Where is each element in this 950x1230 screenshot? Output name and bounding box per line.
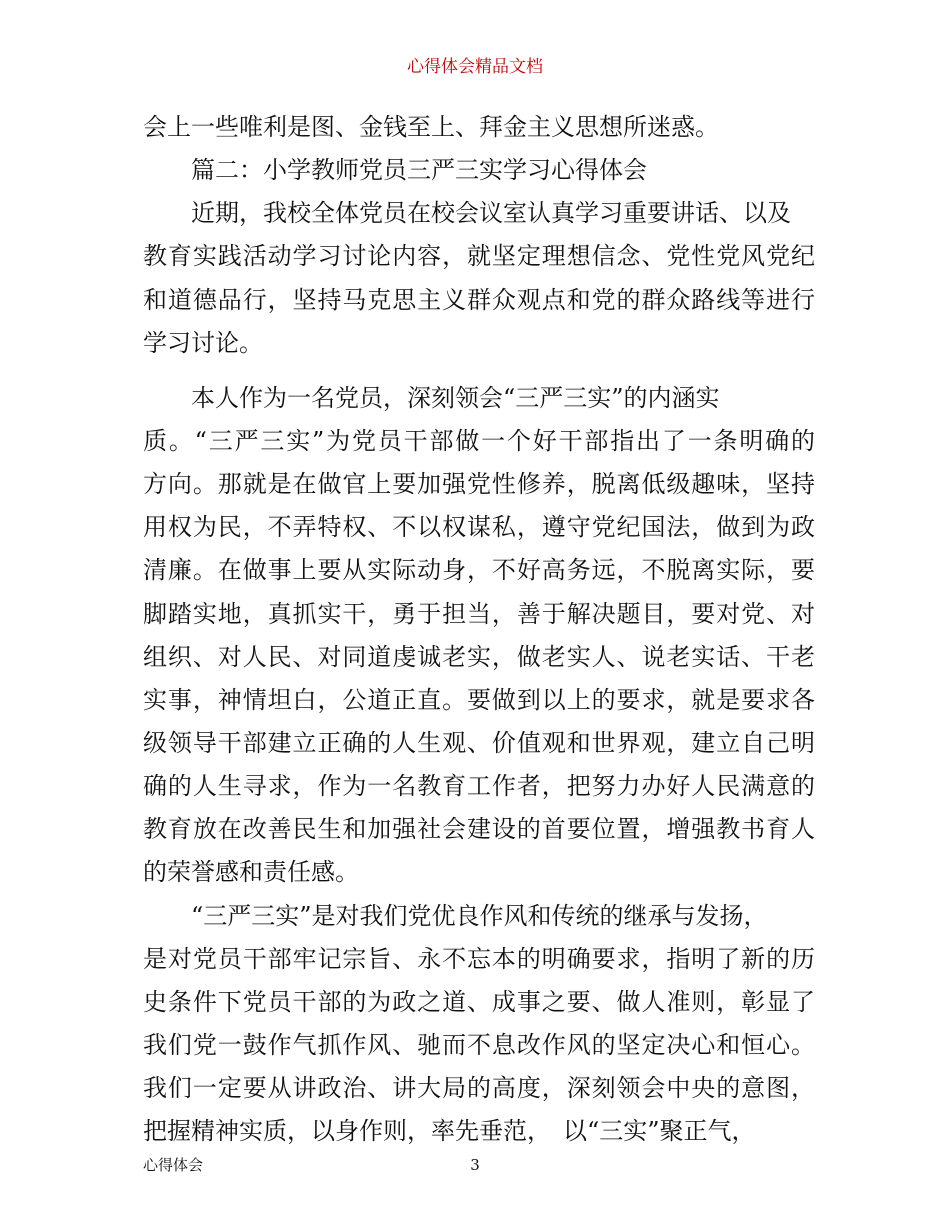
page-header-title: 心得体会精品文档	[407, 57, 543, 77]
text-line: 质。“三严三实”为党员干部做一个好干部指出了一条明确的	[143, 426, 815, 455]
text-line: 用权为民，不弄特权、不以权谋私，遵守党纪国法，做到为政	[143, 513, 815, 542]
text-line: 教育实践活动学习讨论内容，就坚定理想信念、党性党风党纪	[143, 242, 815, 271]
section-heading: 篇二：小学教师党员三严三实学习心得体会	[191, 156, 647, 185]
footer-label: 心得体会	[143, 1156, 204, 1174]
text-line: 级领导干部建立正确的人生观、价值观和世界观，建立自己明	[143, 728, 815, 757]
text-line: 实事，神情坦白，公道正直。要做到以上的要求，就是要求各	[143, 685, 815, 714]
paragraph-gap	[143, 365, 815, 377]
text-line: 会上一些唯利是图、金钱至上、拜金主义思想所迷惑。	[143, 113, 719, 141]
text-line: 和道德品行，坚持马克思主义群众观点和党的群众路线等进行	[143, 285, 815, 314]
text-line: 的荣誉感和责任感。	[143, 858, 359, 887]
text-line: 方向。那就是在做官上要加强党性修养，脱离低级趣味，坚持	[143, 470, 815, 499]
text-line: 组织、对人民、对同道虔诚老实，做老实人、说老实话、干老	[143, 642, 815, 671]
text-line: 近期，我校全体党员在校会议室认真学习重要讲话、以及	[191, 199, 791, 228]
text-line: 我们一定要从讲政治、讲大局的高度，深刻领会中央的意图，	[143, 1074, 815, 1103]
text-line: 教育放在改善民生和加强社会建设的首要位置，增强教书育人	[143, 815, 815, 844]
page-number: 3	[470, 1156, 480, 1174]
text-line: 是对党员干部牢记宗旨、永不忘本的明确要求，指明了新的历	[143, 944, 815, 973]
document-body	[143, 106, 815, 1153]
text-line: 本人作为一名党员，深刻领会“三严三实”的内涵实	[191, 383, 720, 412]
text-line: 史条件下党员干部的为政之道、成事之要、做人准则，彰显了	[143, 987, 815, 1016]
text-line: 我们党一鼓作气抓作风、驰而不息改作风的坚定决心和恒心。	[143, 1030, 815, 1059]
text-line: 确的人生寻求，作为一名教育工作者，把努力办好人民满意的	[143, 772, 815, 801]
text-line: 学习讨论。	[143, 328, 263, 357]
text-line: 脚踏实地，真抓实干，勇于担当，善于解决题目，要对党、对	[143, 599, 815, 628]
text-line: 把握精神实质，以身作则，率先垂范， 以“三实”聚正气，	[143, 1117, 756, 1146]
text-line: 清廉。在做事上要从实际动身，不好高务远，不脱离实际，要	[143, 556, 815, 585]
text-line: “三严三实”是对我们党优良作风和传统的继承与发扬，	[191, 901, 768, 930]
